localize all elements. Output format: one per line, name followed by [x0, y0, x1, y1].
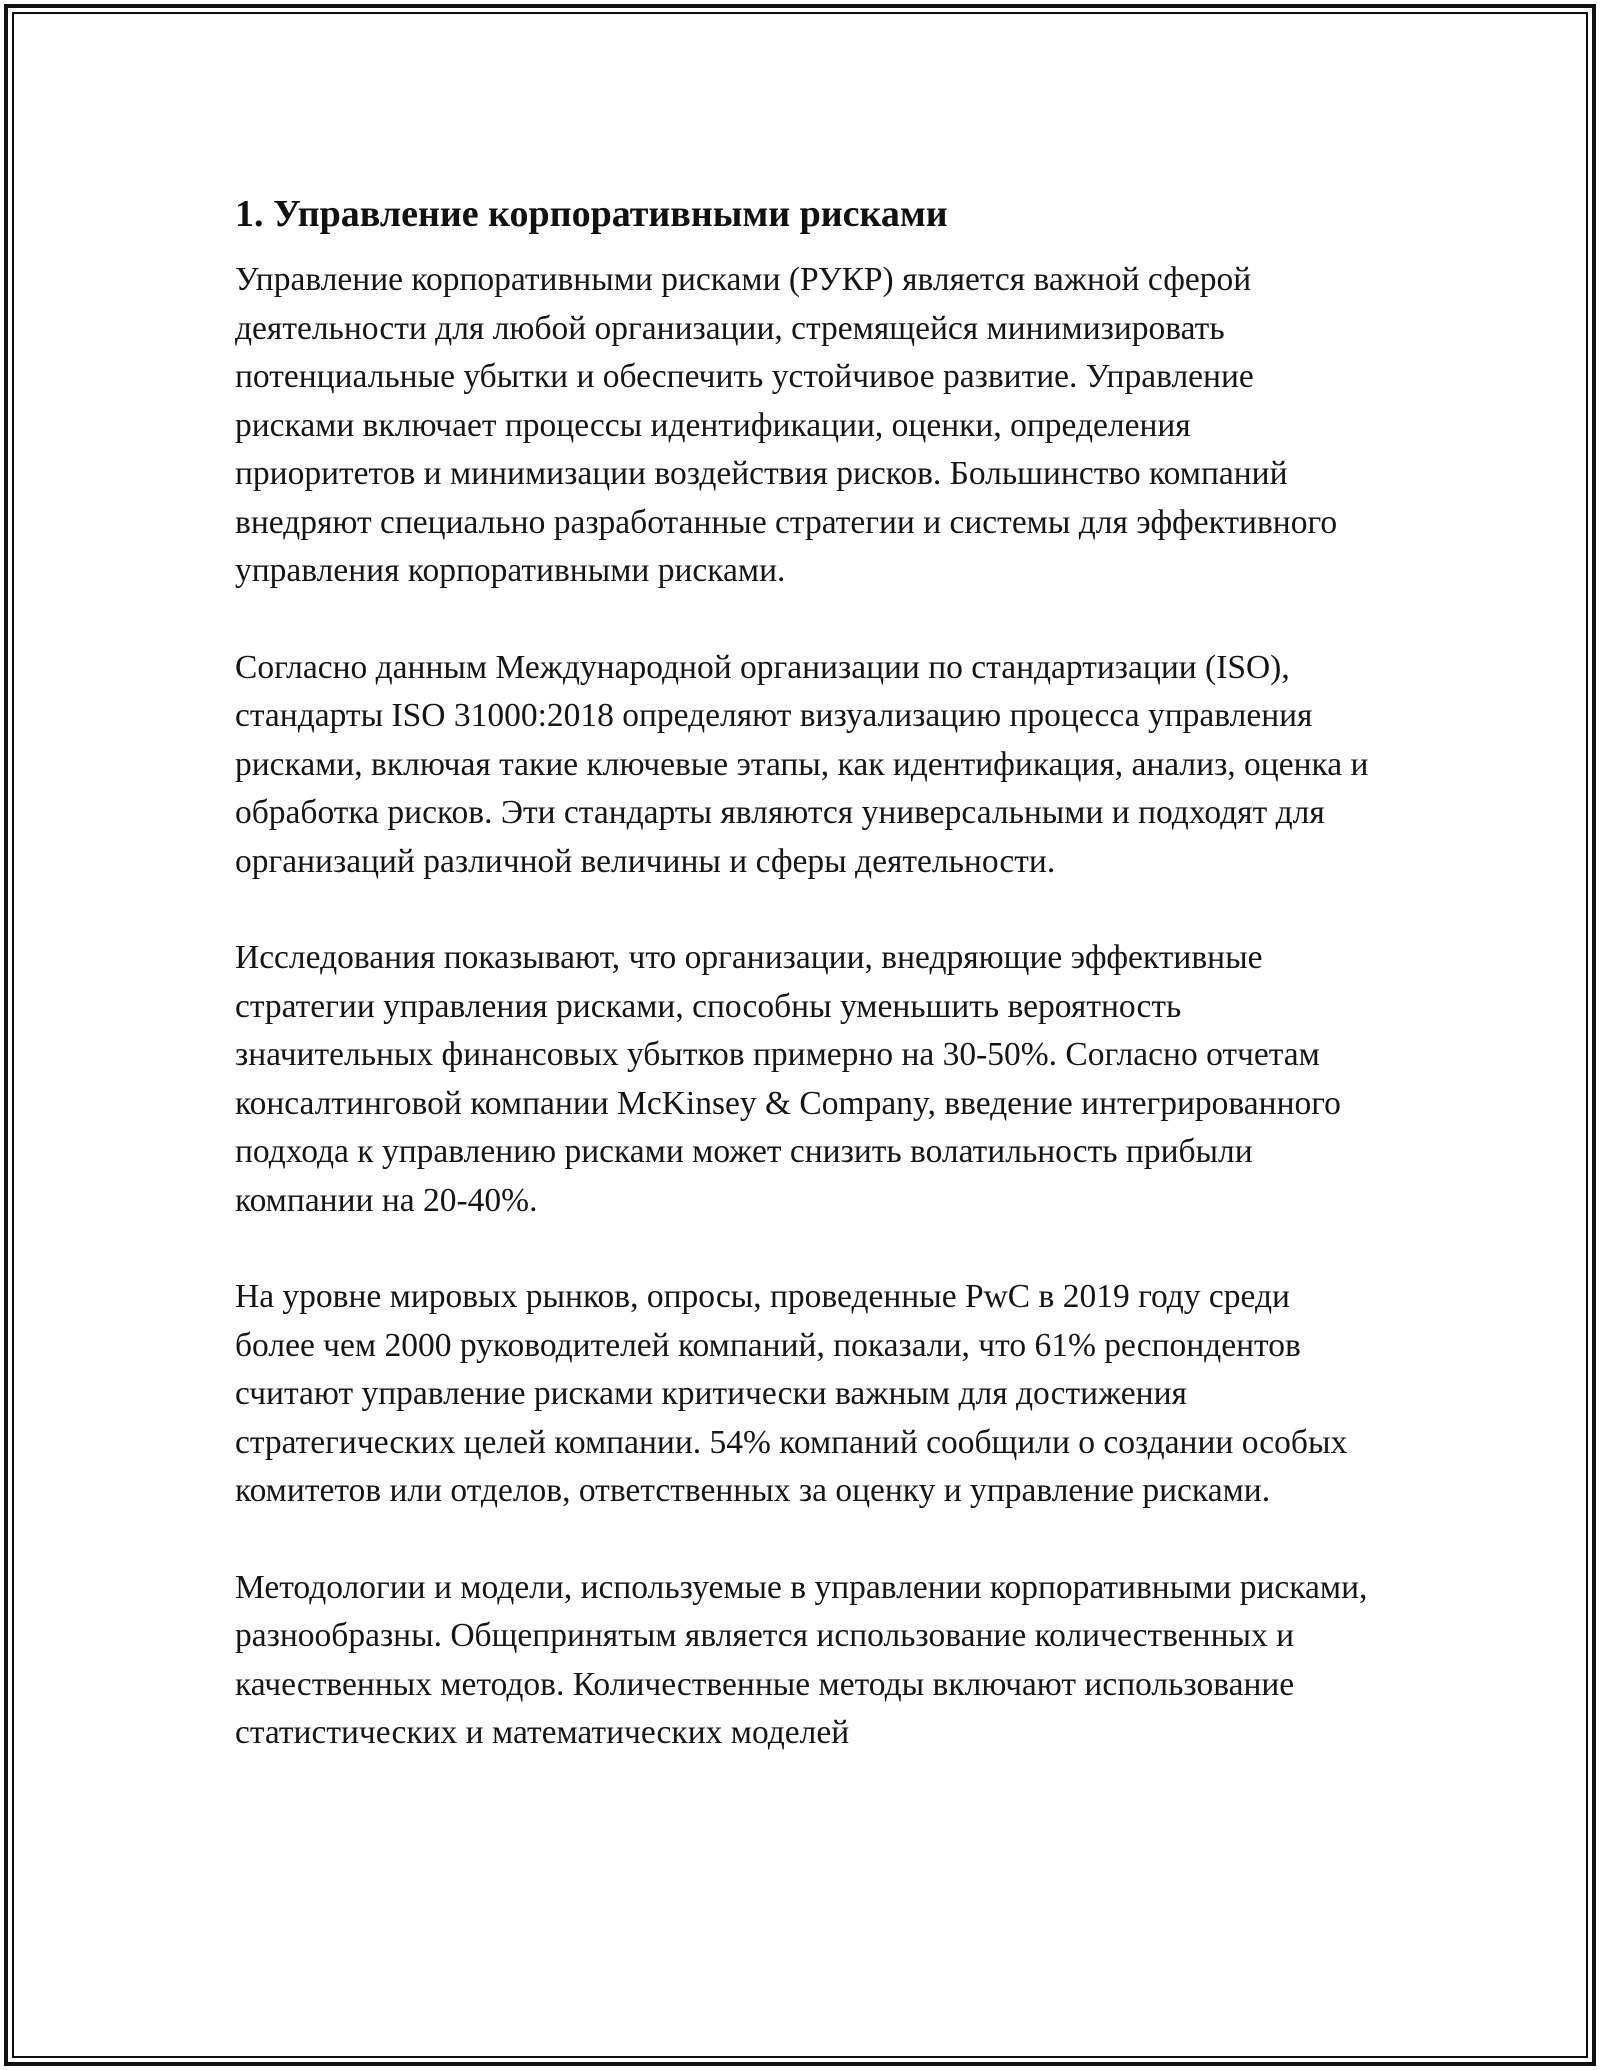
- paragraph-methodologies: Методологии и модели, используемые в управлении корпоративными рисками, разнообразны. Общепринятым является использование количественных и качественных методов. Количественные методы включают использование статистических и математических моделей: [235, 1568, 1368, 1751]
- paragraph-pwc-survey: На уровне мировых рынков, опросы, проведенные PwC в 2019 году среди более чем 2000 руководителей компаний, показали, что 61% респондентов считают управление рисками критически важным для достижения стратегических целей компании. 54% компаний сообщили о создании особых комитетов или отделов, ответственных за оценку и управление рисками.: [235, 1278, 1348, 1509]
- paragraph-erm-overview: Управление корпоративными рисками (РУКР) является важной сферой деятельности для любой организации, стремящейся минимизировать потенциальные убытки и обеспечить устойчивое развитие. Управление рисками включает процессы идентификации, оценки, определения приоритетов и минимизации воздействия рисков. Большинство компаний внедряют специально разработанные стратегии и системы для эффективного управления корпоративными рисками.: [235, 261, 1338, 589]
- document-body: [235, 186, 1375, 1758]
- paragraph-research-findings: Исследования показывают, что организации, внедряющие эффективные стратегии управления рисками, способны уменьшить вероятность значительных финансовых убытков примерно на 30-50%. Согласно отчетам консалтинговой компании McKinsey & Company, введение интегрированного подхода к управлению рисками может снизить волатильность прибыли компании на 20-40%.: [235, 939, 1341, 1219]
- paragraph-iso-standard: Согласно данным Международной организации по стандартизации (ISO), стандарты ISO 31000:2018 определяют визуализацию процесса управления рисками, включая такие ключевые этапы, как идентификация, анализ, оценка и обработка рисков. Эти стандарты являются универсальными и подходят для организаций различной величины и сферы деятельности.: [235, 648, 1369, 880]
- section-title: 1. Управление корпоративными рисками: [235, 193, 948, 235]
